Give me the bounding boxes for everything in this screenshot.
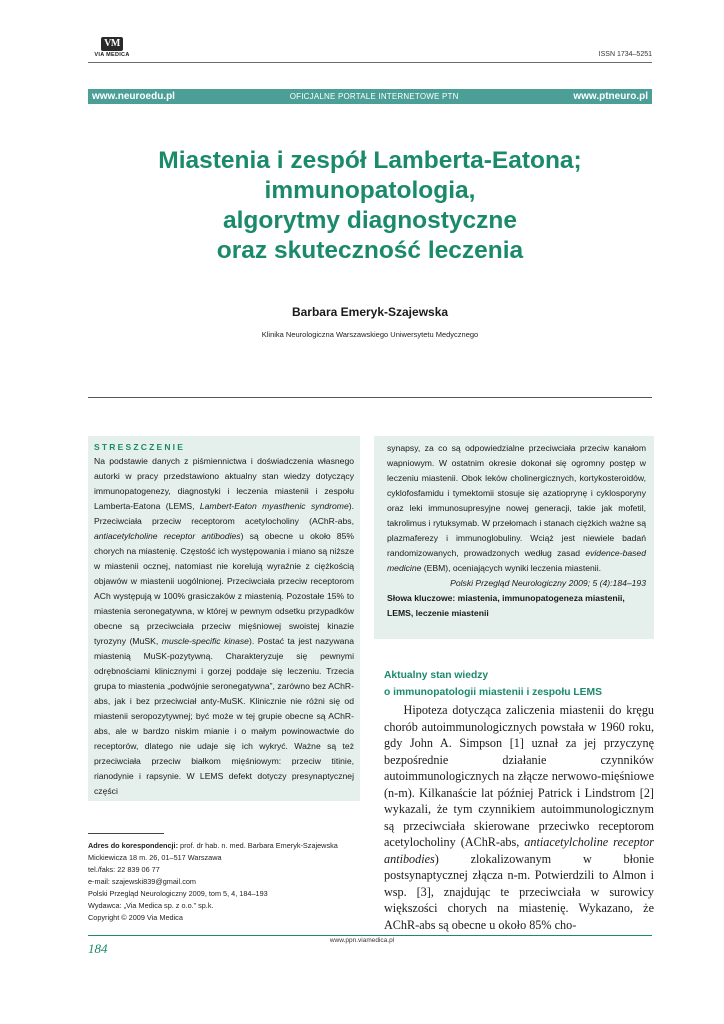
- publisher-logo: [88, 37, 136, 58]
- page-number: 184: [88, 941, 108, 956]
- abstract-box-right: [374, 436, 654, 639]
- footer-divider: [88, 935, 652, 936]
- via-medica-logo-mark: VM: [101, 37, 123, 51]
- neuroedu-link[interactable]: www.neuroedu.pl: [92, 91, 175, 102]
- ptneuro-link[interactable]: www.ptneuro.pl: [573, 91, 648, 102]
- abstract-paragraph-continued: synapsy, za co są odpowiedzialne przeciwciała przeciw kanałom wapniowym. W ostatnim okresie dokonał się ogromny postęp w leczeniu miastenii. Obok leków cholinergicznych, kortykosteroidów, cyklofosfamidu i tymektomii stosuje się azatioprynę i cyklosporyny oraz leki immunosupresyjne nowej generacji, takie jak mofetil, takrolimus i rytuksymab. W przełomach i stanach ciężkich ważne są plazmaferezy i immunoglobuliny. Wciąż jest niewiele badań randomizowanych, prowadzonych według zasad evidence-based medicine (EBM), oceniających wyniki leczenia miastenii.: [387, 443, 646, 573]
- issn: ISSN 1734–5251: [598, 51, 652, 58]
- journal-url[interactable]: www.ppn.viamedica.pl: [329, 937, 395, 944]
- author-name: Barbara Emeryk-Szajewska: [291, 305, 449, 319]
- title-line: algorytmy diagnostyczne: [222, 207, 518, 234]
- correspondence-block: Adres do korespondencji: prof. dr hab. n. med. Barbara Emeryk-Szajewska Mickiewicza 18 m. 26, 01–517 Warszawa tel./faks: 22 839 06 77 e-mail: szajewski839@gmail.com Polski Przegląd Neurologiczny 2009, tom 5, 4, 184–193 Wydawca: „Via Medica sp. z o.o.” sp.k. Copyright © 2009 Via Medica: [88, 841, 338, 922]
- abstract-heading: STRESZCZENIE: [94, 442, 186, 452]
- portal-bar-caption: OFICJALNE PORTALE INTERNETOWE PTN: [289, 92, 459, 101]
- header-divider: [88, 397, 652, 398]
- article-title: [88, 146, 652, 266]
- section-heading: Aktualny stan wiedzy o immunopatologii miastenii i zespołu LEMS: [384, 670, 602, 698]
- top-divider: [88, 62, 652, 63]
- author-affiliation: Klinika Neurologiczna Warszawskiego Uniwersytetu Medycznego: [261, 330, 479, 339]
- publisher-name: VIA MEDICA: [94, 52, 130, 58]
- title-line: oraz skuteczność leczenia: [216, 237, 524, 264]
- abstract-box-left: [88, 436, 360, 801]
- correspondence-label: Adres do korespondencji:: [88, 841, 179, 850]
- body-paragraph: Hipoteza dotycząca zaliczenia miastenii do kręgu chorób autoimmunologicznych powstała w 1960 roku, gdy John A. Simpson [1] uznał za jej przyczynę bezpośrednie działanie czynników autoimmunologicznych na złącze nerwowo-mięśniowe (n-m). Kilkanaście lat później Patrick i Lindstrom [2] wykazali, że tym czynnikiem autoimmunologicznym są przeciwciała skierowane przeciwko receptorom acetylocholiny (AChR-abs, antiacetylcholine receptor antibodies) zlokalizowanym w błonie postsynaptycznej złącza n-m. Potwierdzili to Almon i wsp. [3], znajdując te przeciwciała w surowicy większości chorych na miastenię. Wykazano, że AChR-abs są obecne u około 85% cho-: [384, 703, 655, 932]
- journal-citation: Polski Przegląd Neurologiczny 2009; 5 (4):184–193: [450, 578, 646, 588]
- keywords: Słowa kluczowe: miastenia, immunopatogeneza miastenii, LEMS, leczenie miastenii: [387, 593, 625, 618]
- portal-bar: [88, 89, 652, 104]
- correspondence-divider: [88, 833, 164, 834]
- abstract-paragraph: Na podstawie danych z piśmiennictwa i doświadczenia własnego autorki w pracy przedstawiono aktualny stan wiedzy dotyczący immunopatogenezy, diagnostyki i leczenia miastenii i zespołu Lamberta-Eatona (LEMS, Lambert-Eaton myasthenic syndrome). Przeciwciała przeciw receptorom acetylocholiny (AChR-abs, antiacetylcholine receptor antibodies) są obecne u około 85% chorych na miastenię. Częstość ich występowania i miano są niższe w miastenii ocznej, natomiast nie korelują wyraźnie z ciężkością objawów w miastenii uogólnionej. Przeciwciała przeciw receptorom ACh występują w 100% grasiczaków z miastenią. Pozostałe 15% to miastenia seronegatywna, w której w pewnym odsetku przypadków obecne są przeciwciała przeciw mięśniowej swoistej kinazie tyrozyny (MuSK, muscle-specific kinase). Postać ta jest nazywana miastenią MuSK-pozytywną. Charakteryzuje się pewnymi odrębnościami klinicznymi i gorzej poddaje się leczeniu. Trzecia grupa to miastenia „podwójnie seronegatywna”, zarówno bez AChR-abs, jak i bez przeciwciał anty-MuSK. Klinicznie nie różni się od miastenii seropozytywnej; być może w tej grupie obecne są AChR-abs, ale w bardzo niskim mianie i o małym powinowactwie do receptorów, dlatego nie udaje się ich wykryć. Ważne są też przeciwciała przeciw białkom mięśniowym: przeciw titinie, rianodynie i rapsynie. W LEMS defekt dotyczy presynaptycznej części: [94, 456, 354, 796]
- correspondence-email[interactable]: e-mail: szajewski839@gmail.com: [88, 877, 196, 886]
- title-line: immunopatologia,: [264, 177, 476, 204]
- title-line: Miastenia i zespół Lamberta-Eatona;: [158, 147, 582, 174]
